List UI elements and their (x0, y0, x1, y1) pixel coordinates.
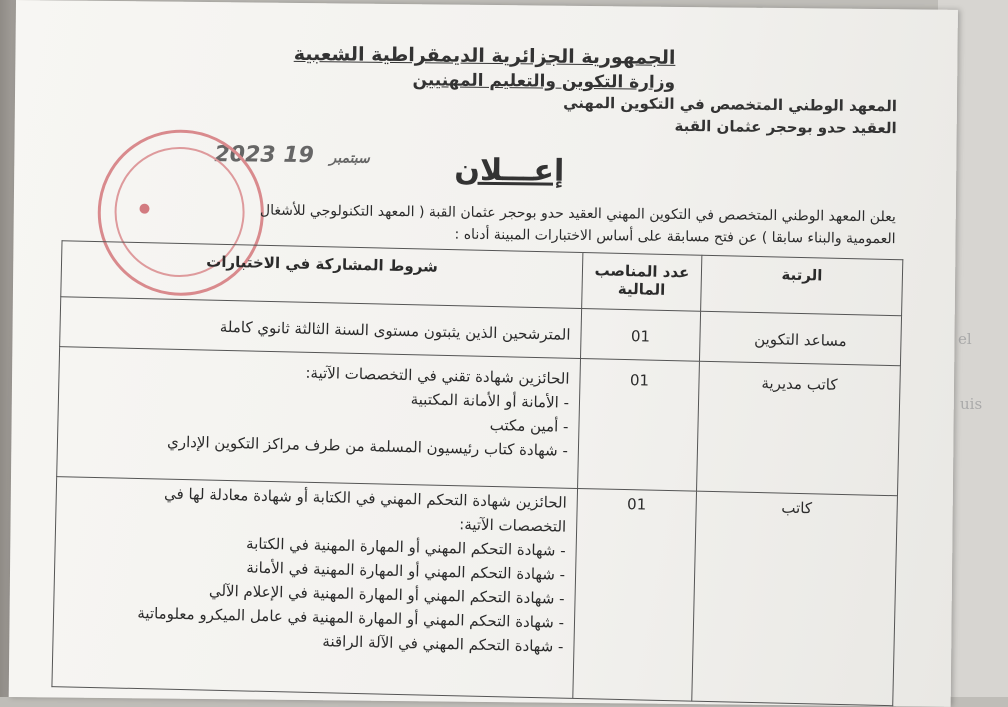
institute-name-line: العقيد حدو بوحجر عثمان القبة (674, 116, 897, 138)
table-row (52, 477, 898, 706)
official-stamp: ● (16, 0, 958, 10)
row-positions: 01 (626, 495, 647, 514)
date-year: 2023 (214, 142, 276, 168)
table-row (57, 347, 901, 496)
row-rank: كاتب (781, 498, 813, 518)
row-conditions: الحائزين شهادة التحكم المهني في الكتابة أو شهادة معادلة لها في التخصصات الآتية: - شهادة التحكم المهني أو المهارة المهنية في الكتابة - شهادة التحكم المهني أو المهارة المهنية في الأمانة - شهادة التحكم المهني أو المهارة المهنية في الإعلام الآلي - شهادة التحكم المهني أو المهارة المهنية في عامل الميكرو معلوماتية - شهادة التحكم المهني في الآلة الراقنة (137, 484, 567, 656)
row-rank: مساعد التكوين (754, 329, 847, 351)
announcement-title: إعـــلان (454, 152, 565, 189)
institute-line: المعهد الوطني المتخصص في التكوين المهني (563, 93, 898, 116)
date-day: 19 (283, 142, 315, 169)
header-rank: الرتبة (701, 255, 903, 316)
intro-line-1: يعلن المعهد الوطني المتخصص في التكوين المهني العقيد حدو بوحجر عثمان القبة ( المعهد التكنولوجي للأشغال (259, 202, 896, 226)
row-positions: 01 (630, 327, 651, 346)
row-conditions: المترشحين الذين يثبتون مستوى السنة الثالثة ثانوي كاملة (219, 317, 571, 344)
intro-line-2: العمومية والبناء سابقا ) عن فتح مسابقة على أساس الاختبارات المبينة أدناه : (454, 226, 896, 248)
row-rank: كاتب مديرية (761, 374, 838, 394)
ministry-header: وزارة التكوين والتعليم المهنيين (412, 70, 676, 93)
announcement-paper (9, 0, 958, 707)
header-conditions: شروط المشاركة في الاختبارات (61, 241, 583, 309)
row-conditions: الحائزين شهادة تقني في التخصصات الآتية: - الأمانة أو الأمانة المكتبية - أمين مكتب - شهادة كتاب رئيسيون المسلمة من طرف مراكز التكوين الإداري (166, 363, 570, 460)
date-month: سبتمبر (329, 150, 370, 167)
row-positions: 01 (629, 371, 650, 390)
republic-header: الجمهورية الجزائرية الديمقراطية الشعبية (293, 42, 676, 69)
header-positions: عدد المناصب المالية (582, 253, 702, 312)
competition-table (51, 240, 903, 706)
background-right: el uis (938, 0, 1008, 697)
